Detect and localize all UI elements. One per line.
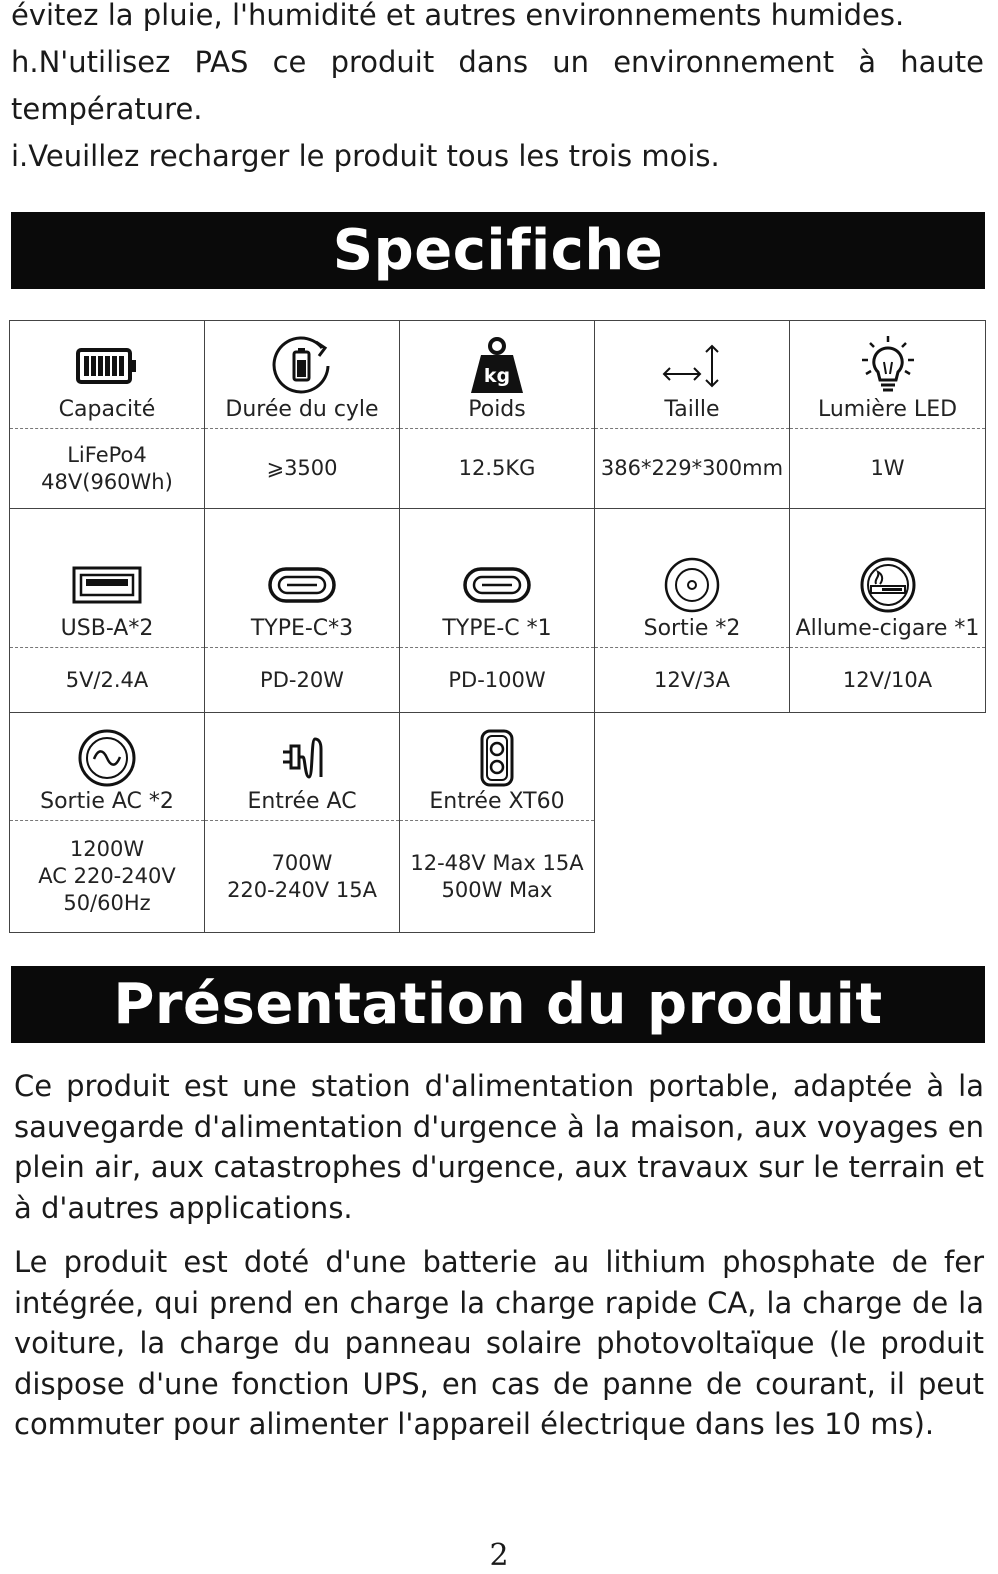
spec-cell-usb-a: [10, 509, 205, 648]
intro-line-2: h.N'utilisez PAS ce produit dans un environnement à haute: [11, 45, 984, 79]
spec-value-line: 12.5KG: [458, 456, 536, 480]
spec-value-line: ⩾3500: [266, 456, 338, 480]
spec-cell-ac-output: [10, 713, 205, 821]
spec-label: Taille: [664, 397, 720, 422]
spec-cell-size: [595, 321, 790, 429]
spec-value-cycle: [205, 429, 400, 509]
spec-label: Sortie *2: [643, 616, 741, 641]
spec-value-led: [790, 429, 986, 509]
spec-table: [9, 320, 986, 933]
spec-empty-cell: [595, 821, 790, 933]
spec-label: Sortie AC *2: [40, 789, 174, 814]
spec-cell-xt60: [400, 713, 595, 821]
usb-c-port-icon: [267, 565, 337, 605]
battery-icon: [76, 346, 138, 386]
dimensions-arrows-icon: [660, 342, 724, 390]
spec-value-weight: [400, 429, 595, 509]
spec-label: Poids: [468, 397, 526, 422]
intro-line-4: i.Veuillez recharger le produit tous les trois mois.: [11, 139, 720, 173]
spec-value-line: 48V(960Wh): [41, 469, 173, 494]
spec-value-capacity: [10, 429, 205, 509]
spec-cell-type-c-3: [205, 509, 400, 648]
spec-cell-cycle: [205, 321, 400, 429]
ac-plug-icon: [277, 733, 327, 783]
dc-output-icon: [662, 555, 722, 615]
spec-value-line: 12-48V Max 15A: [410, 850, 584, 875]
spec-label: USB-A*2: [60, 616, 154, 641]
spec-empty-cell: [790, 821, 986, 933]
page-number: 2: [489, 1538, 509, 1573]
spec-cell-capacity: [10, 321, 205, 429]
spec-value-line: 50/60Hz: [63, 891, 151, 915]
battery-cycle-icon: [270, 334, 334, 398]
usb-c-port-icon: [462, 565, 532, 605]
spec-label: Capacité: [58, 397, 156, 422]
spec-value-line: 700W: [271, 850, 333, 875]
spec-value-line: 1W: [870, 456, 905, 480]
spec-value-line: AC 220-240V: [38, 864, 176, 888]
spec-value-type-c-3: [205, 648, 400, 713]
usb-a-port-icon: [72, 565, 142, 605]
svg-text:kg: kg: [483, 365, 511, 387]
spec-cell-type-c-1: [400, 509, 595, 648]
spec-label: Durée du cyle: [225, 397, 379, 422]
spec-value-line: LiFePo4: [67, 442, 147, 467]
spec-value-line: 1200W: [69, 837, 145, 861]
spec-cell-dc-output: [595, 509, 790, 648]
spec-value-xt60: [400, 821, 595, 933]
light-bulb-icon: [856, 334, 920, 398]
xt60-connector-icon: [479, 728, 515, 788]
intro-line-1: évitez la pluie, l'humidité et autres environnements humides.: [11, 0, 905, 32]
spec-label: Entrée XT60: [429, 789, 565, 814]
spec-value-line: 386*229*300mm: [600, 456, 784, 480]
spec-value-usb-a: [10, 648, 205, 713]
spec-value-ac-input: [205, 821, 400, 933]
spec-value-line: 12V/3A: [654, 667, 730, 692]
spec-label: Entrée AC: [247, 789, 357, 814]
spec-value-ac-output: [10, 821, 205, 933]
presentation-banner: Présentation du produit: [11, 966, 985, 1043]
product-paragraph-1: Ce produit est une station d'alimentation portable, adaptée à la sauvegarde d'alimentation d'urgence à la maison, aux voyages en plein air, aux catastrophes d'urgence, aux travaux sur le terrain et à d'autres applications.: [14, 1069, 984, 1225]
spec-value-type-c-1: [400, 648, 595, 713]
spec-value-line: 5V/2.4A: [65, 667, 149, 692]
spec-value-size: [595, 429, 790, 509]
product-paragraph-2: Le produit est doté d'une batterie au lithium phosphate de fer intégrée, qui prend en charge la charge rapide CA, la charge de la voiture, la charge du panneau solaire photovoltaïque (le produit dispose d'une fonction UPS, en cas de panne de courant, il peut commuter pour alimenter l'appareil électrique dans les 10 ms).: [14, 1245, 984, 1441]
intro-line-3: température.: [11, 92, 203, 126]
spec-label: Lumière LED: [817, 397, 958, 422]
spec-banner: Specifiche: [11, 212, 985, 289]
spec-empty-cell: [595, 713, 790, 821]
spec-label: TYPE-C*3: [250, 616, 354, 641]
spec-cell-weight: [400, 321, 595, 429]
spec-cell-ac-input: [205, 713, 400, 821]
spec-empty-cell: [790, 713, 986, 821]
cigarette-lighter-icon: [858, 555, 918, 615]
spec-value-line: 500W Max: [441, 877, 553, 902]
ac-wave-icon: [77, 728, 137, 788]
spec-value-line: 12V/10A: [842, 667, 933, 692]
spec-value-cigarette: [790, 648, 986, 713]
spec-value-dc-output: [595, 648, 790, 713]
spec-cell-led: [790, 321, 986, 429]
spec-cell-cigarette: [790, 509, 986, 648]
spec-value-line: 220-240V 15A: [227, 877, 377, 902]
weight-kg-icon: [467, 335, 527, 397]
spec-value-line: PD-100W: [448, 667, 546, 692]
spec-label: Allume-cigare *1: [795, 616, 980, 641]
spec-label: TYPE-C *1: [442, 616, 552, 641]
spec-value-line: PD-20W: [260, 667, 344, 692]
